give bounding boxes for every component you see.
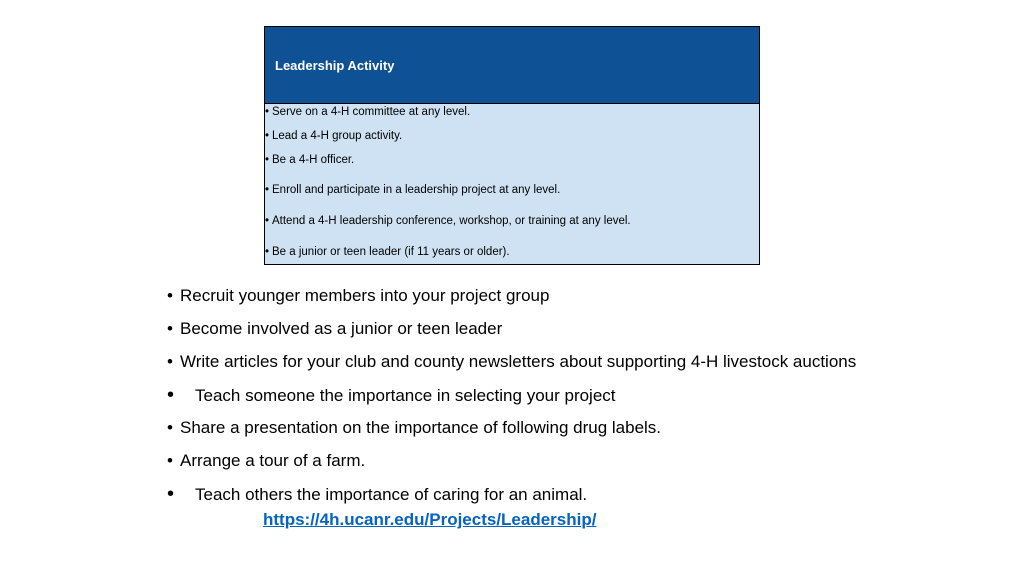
bullet-icon: • xyxy=(265,215,270,227)
table-header-label: Leadership Activity xyxy=(275,57,395,73)
leadership-projects-link[interactable]: https://4h.ucanr.edu/Projects/Leadership/ xyxy=(263,510,597,529)
bullet-icon: • xyxy=(167,418,173,437)
bullet-icon: • xyxy=(265,130,270,142)
table-row: • Lead a 4-H group activity. xyxy=(265,130,403,142)
table-row: • Be a 4-H officer. xyxy=(265,154,355,166)
bullet-icon: • xyxy=(167,451,173,470)
bullet-icon: • xyxy=(167,286,173,305)
bullet-icon: • xyxy=(265,154,270,166)
bullet-icon: • xyxy=(167,483,175,505)
leadership-activity-table xyxy=(264,26,760,265)
bullet-icon: • xyxy=(265,106,270,118)
table-body xyxy=(265,104,759,264)
table-row: • Enroll and participate in a leadership project at any level. xyxy=(265,184,561,196)
list-item: • Arrange a tour of a farm. xyxy=(167,449,365,473)
bullet-icon: • xyxy=(167,352,173,371)
list-item: • Teach someone the importance in selecting your project xyxy=(167,384,616,406)
list-item: • Share a presentation on the importance of following drug labels. xyxy=(167,416,661,440)
list-item: • Become involved as a junior or teen leader xyxy=(167,317,502,341)
list-item: • Write articles for your club and county newsletters about supporting 4-H livestock auctions xyxy=(167,350,856,374)
list-item: • Recruit younger members into your project group xyxy=(167,284,549,308)
list-item: • Teach others the importance of caring for an animal. xyxy=(167,483,588,505)
bullet-icon: • xyxy=(265,246,270,258)
table-row: • Be a junior or teen leader (if 11 years or older). xyxy=(265,246,510,258)
bullet-icon: • xyxy=(167,319,173,338)
table-header xyxy=(265,27,759,104)
table-row: • Serve on a 4-H committee at any level. xyxy=(265,106,471,118)
table-row: • Attend a 4-H leadership conference, workshop, or training at any level. xyxy=(265,215,631,227)
bullet-icon: • xyxy=(167,384,175,406)
bullet-icon: • xyxy=(265,184,270,196)
